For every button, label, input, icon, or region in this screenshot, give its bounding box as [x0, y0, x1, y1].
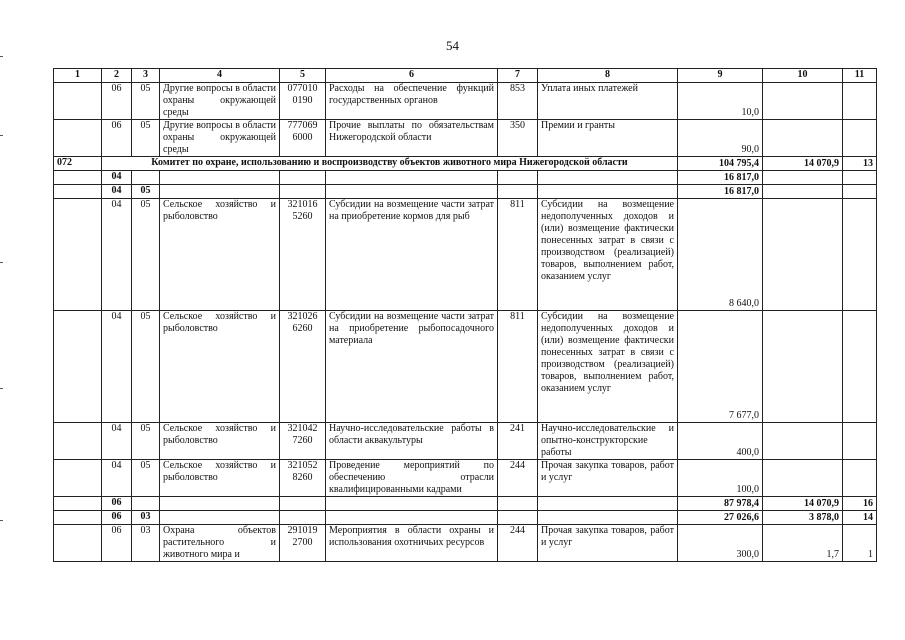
cell-expense-code — [498, 497, 538, 511]
cell-amount-3: 16 — [843, 497, 877, 511]
cell-amount: 16 817,0 — [678, 171, 763, 185]
table-row — [54, 460, 877, 497]
cell-expense-name: Субсидии на возмещение недополученных доходов и (или) возмещение фактически понесенных затрат в связи с производством (реализацией) товаров, выполнением работ, оказанием услуг — [538, 311, 678, 423]
cell-expense-name — [538, 497, 678, 511]
cell-target-name — [326, 511, 498, 525]
cell-expense-name: Субсидии на возмещение недополученных доходов и (или) возмещение фактически понесенных затрат в связи с производством (реализацией) товаров, выполнением работ, оказанием услуг — [538, 199, 678, 311]
cell-amount: 8 640,0 — [678, 199, 763, 311]
cell-subsection: 05 — [132, 83, 160, 120]
table-row — [54, 120, 877, 157]
cell-section: 04 — [102, 460, 132, 497]
cell-expense-code — [498, 185, 538, 199]
cell-section-name: Сельское хозяйство и рыболовство — [160, 199, 280, 311]
cell-target-name: Прочие выплаты по обязательствам Нижегородской области — [326, 120, 498, 157]
cell-target-name — [326, 171, 498, 185]
cell-expense-name: Премии и гранты — [538, 120, 678, 157]
cell-amount: 90,0 — [678, 120, 763, 157]
header-cell: 5 — [280, 69, 326, 83]
cell-section-name: Сельское хозяйство и рыболовство — [160, 423, 280, 460]
cell-amount-2 — [763, 460, 843, 497]
cell-amount: 100,0 — [678, 460, 763, 497]
cell-section-name: Другие вопросы в области охраны окружающей среды — [160, 83, 280, 120]
subtotal-row — [54, 185, 877, 199]
cell-admin — [54, 171, 102, 185]
cell-amount-2 — [763, 185, 843, 199]
cell-admin — [54, 460, 102, 497]
cell-expense-code: 853 — [498, 83, 538, 120]
header-cell: 6 — [326, 69, 498, 83]
cell-section-name: Сельское хозяйство и рыболовство — [160, 460, 280, 497]
cell-amount-3 — [843, 120, 877, 157]
cell-amount-2: 3 878,0 — [763, 511, 843, 525]
cell-admin — [54, 199, 102, 311]
header-cell: 1 — [54, 69, 102, 83]
cell-target-code: 321052 8260 — [280, 460, 326, 497]
subtotal-row — [54, 171, 877, 185]
cell-admin — [54, 497, 102, 511]
header-cell: 7 — [498, 69, 538, 83]
header-cell: 4 — [160, 69, 280, 83]
cell-amount-3 — [843, 460, 877, 497]
cell-target-name — [326, 497, 498, 511]
cell-amount-2 — [763, 423, 843, 460]
cell-subsection — [132, 497, 160, 511]
cell-amount-3 — [843, 199, 877, 311]
table-row — [54, 199, 877, 311]
cell-admin-code: 072 — [54, 157, 102, 171]
cell-target-code: 321016 5260 — [280, 199, 326, 311]
cell-subsection: 03 — [132, 511, 160, 525]
page-number: 54 — [446, 38, 459, 53]
cell-subsection: 05 — [132, 311, 160, 423]
cell-subsection: 05 — [132, 185, 160, 199]
cell-section-name — [160, 497, 280, 511]
cell-expense-name: Прочая закупка товаров, работ и услуг — [538, 460, 678, 497]
cell-target-code: 321026 6260 — [280, 311, 326, 423]
cell-subsection: 05 — [132, 120, 160, 157]
cell-subsection: 03 — [132, 525, 160, 562]
cell-subsection: 05 — [132, 199, 160, 311]
cell-section: 04 — [102, 185, 132, 199]
cell-amount: 300,0 — [678, 525, 763, 562]
committee-title: Комитет по охране, использованию и воспроизводству объектов животного мира Нижегородской области — [102, 157, 678, 171]
cell-admin — [54, 185, 102, 199]
cell-section: 04 — [102, 199, 132, 311]
cell-section: 04 — [102, 311, 132, 423]
cell-amount: 27 026,6 — [678, 511, 763, 525]
cell-target-name: Субсидии на возмещение части затрат на приобретение рыбопосадочного материала — [326, 311, 498, 423]
table-row — [54, 525, 877, 562]
cell-expense-name — [538, 511, 678, 525]
cell-amount-3 — [843, 311, 877, 423]
cell-target-name: Субсидии на возмещение части затрат на приобретение кормов для рыб — [326, 199, 498, 311]
cell-target-name — [326, 185, 498, 199]
header-cell: 10 — [763, 69, 843, 83]
cell-section: 06 — [102, 497, 132, 511]
header-cell: 3 — [132, 69, 160, 83]
cell-amount-3 — [843, 171, 877, 185]
cell-expense-code: 811 — [498, 199, 538, 311]
cell-section: 06 — [102, 525, 132, 562]
cell-expense-code: 811 — [498, 311, 538, 423]
subtotal-row — [54, 497, 877, 511]
cell-section: 06 — [102, 511, 132, 525]
cell-admin — [54, 423, 102, 460]
cell-target-code — [280, 511, 326, 525]
cell-admin — [54, 525, 102, 562]
cell-admin — [54, 511, 102, 525]
cell-amount: 104 795,4 — [678, 157, 763, 171]
cell-amount-3 — [843, 83, 877, 120]
cell-amount-2 — [763, 120, 843, 157]
cell-section-name: Другие вопросы в области охраны окружающей среды — [160, 120, 280, 157]
cell-amount-3 — [843, 185, 877, 199]
cell-target-name: Научно-исследовательские работы в области аквакультуры — [326, 423, 498, 460]
header-cell: 8 — [538, 69, 678, 83]
cell-target-name: Мероприятия в области охраны и использования охотничьих ресурсов — [326, 525, 498, 562]
cell-amount: 7 677,0 — [678, 311, 763, 423]
cell-section: 06 — [102, 83, 132, 120]
cell-target-code — [280, 497, 326, 511]
cell-target-name: Расходы на обеспечение функций государственных органов — [326, 83, 498, 120]
cell-amount: 16 817,0 — [678, 185, 763, 199]
cell-target-name: Проведение мероприятий по обеспечению отрасли квалифицированными кадрами — [326, 460, 498, 497]
cell-subsection: 05 — [132, 460, 160, 497]
cell-admin — [54, 83, 102, 120]
cell-section: 04 — [102, 423, 132, 460]
margin-mark — [0, 388, 3, 389]
cell-expense-name: Уплата иных платежей — [538, 83, 678, 120]
margin-mark — [0, 56, 3, 57]
cell-amount-2: 14 070,9 — [763, 157, 843, 171]
margin-mark — [0, 262, 3, 263]
cell-expense-code — [498, 511, 538, 525]
budget-table — [53, 68, 877, 562]
header-row — [54, 69, 877, 83]
cell-target-code: 777069 6000 — [280, 120, 326, 157]
cell-amount-2: 1,7 — [763, 525, 843, 562]
cell-section: 04 — [102, 171, 132, 185]
cell-expense-code — [498, 171, 538, 185]
cell-amount-3 — [843, 423, 877, 460]
cell-target-code — [280, 171, 326, 185]
cell-section-name — [160, 185, 280, 199]
table-row — [54, 83, 877, 120]
cell-expense-code: 244 — [498, 525, 538, 562]
cell-amount: 87 978,4 — [678, 497, 763, 511]
cell-admin — [54, 311, 102, 423]
subtotal-row — [54, 511, 877, 525]
cell-section-name — [160, 171, 280, 185]
cell-amount-3: 14 — [843, 511, 877, 525]
cell-amount-3: 1 — [843, 525, 877, 562]
header-cell: 11 — [843, 69, 877, 83]
cell-target-code — [280, 185, 326, 199]
cell-expense-code: 350 — [498, 120, 538, 157]
committee-row — [54, 157, 877, 171]
cell-amount-2 — [763, 83, 843, 120]
cell-amount-2 — [763, 199, 843, 311]
cell-amount: 10,0 — [678, 83, 763, 120]
margin-mark — [0, 520, 3, 521]
cell-amount: 400,0 — [678, 423, 763, 460]
cell-target-code: 077010 0190 — [280, 83, 326, 120]
cell-expense-code: 244 — [498, 460, 538, 497]
cell-expense-name: Научно-исследовательские и опытно-конструкторские работы — [538, 423, 678, 460]
cell-expense-name — [538, 171, 678, 185]
header-cell: 2 — [102, 69, 132, 83]
cell-section-name: Охрана объектов растительного и животного мира и — [160, 525, 280, 562]
margin-mark — [0, 135, 3, 136]
cell-target-code: 321042 7260 — [280, 423, 326, 460]
cell-section: 06 — [102, 120, 132, 157]
cell-amount-2: 14 070,9 — [763, 497, 843, 511]
cell-subsection — [132, 171, 160, 185]
cell-expense-name: Прочая закупка товаров, работ и услуг — [538, 525, 678, 562]
cell-section-name — [160, 511, 280, 525]
cell-amount-2 — [763, 171, 843, 185]
cell-expense-code: 241 — [498, 423, 538, 460]
table-row — [54, 311, 877, 423]
table-row — [54, 423, 877, 460]
cell-subsection: 05 — [132, 423, 160, 460]
cell-target-code: 291019 2700 — [280, 525, 326, 562]
cell-amount-3: 13 — [843, 157, 877, 171]
cell-amount-2 — [763, 311, 843, 423]
cell-admin — [54, 120, 102, 157]
header-cell: 9 — [678, 69, 763, 83]
cell-expense-name — [538, 185, 678, 199]
cell-section-name: Сельское хозяйство и рыболовство — [160, 311, 280, 423]
